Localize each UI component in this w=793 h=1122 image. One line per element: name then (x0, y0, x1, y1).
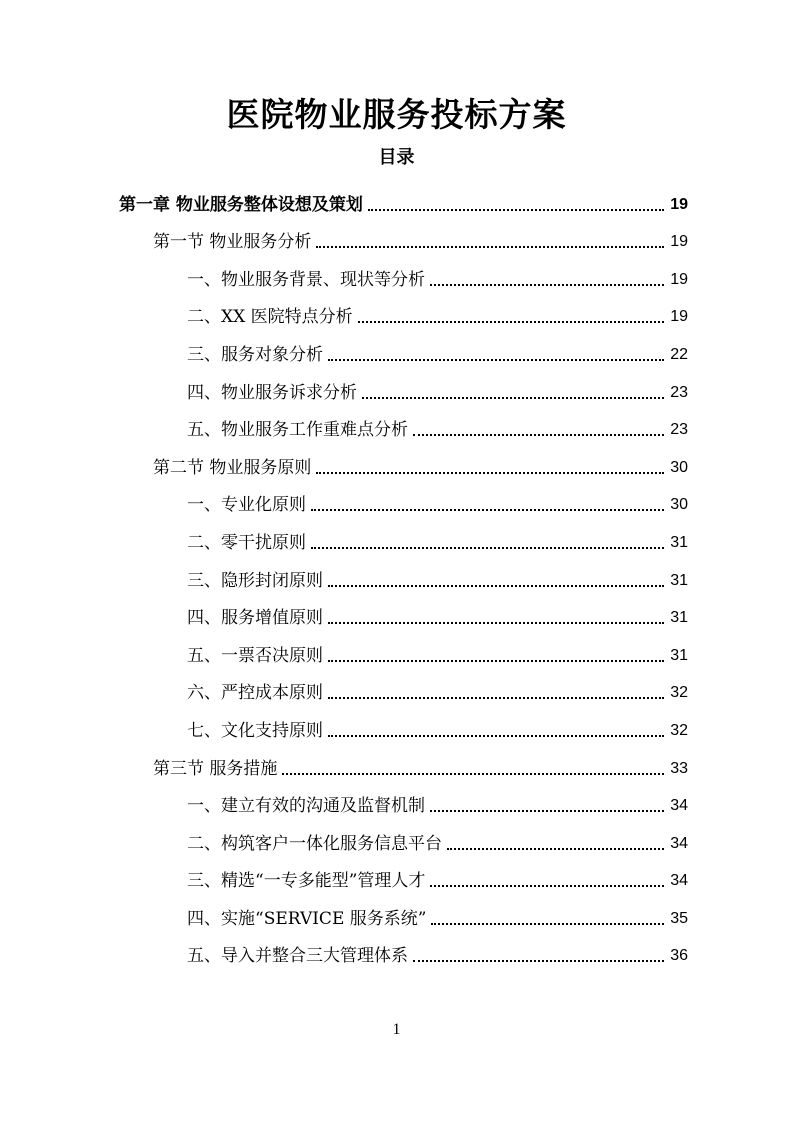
toc-dot-leader (328, 622, 664, 624)
toc-dot-leader (328, 735, 664, 737)
toc-entry-label: 第一节 物业服务分析 (153, 232, 312, 253)
toc-entry-label: 二、零干扰原则 (187, 532, 306, 553)
toc-entry[interactable] (0, 479, 793, 517)
toc-entry-label: 二、构筑客户一体化服务信息平台 (187, 833, 442, 854)
toc-entry[interactable] (0, 516, 793, 554)
toc-entry[interactable] (0, 892, 793, 930)
toc-entry[interactable] (0, 216, 793, 254)
toc-entry[interactable] (0, 328, 793, 366)
toc-entry[interactable] (0, 629, 793, 667)
toc-entry-label: 三、精选“一专多能型”管理人才 (187, 871, 426, 892)
toc-entry[interactable] (0, 291, 793, 329)
toc-entry-label: 三、服务对象分析 (187, 344, 323, 365)
toc-dot-leader (311, 547, 664, 549)
toc-dot-leader (368, 209, 664, 211)
toc-dot-leader (358, 321, 664, 323)
toc-entry-label: 五、导入并整合三大管理体系 (187, 946, 408, 967)
toc-entry-page: 34 (670, 797, 688, 815)
toc-dot-leader (430, 885, 664, 887)
toc-dot-leader (413, 434, 664, 436)
toc-entry-page: 31 (670, 646, 688, 664)
toc-dot-leader (413, 960, 664, 962)
toc-entry[interactable] (0, 780, 793, 818)
toc-entry-page: 23 (670, 421, 688, 439)
toc-dot-leader (447, 848, 664, 850)
toc-dot-leader (282, 773, 664, 775)
toc-entry[interactable] (0, 855, 793, 893)
toc-dot-leader (362, 397, 664, 399)
toc-dot-leader (430, 810, 664, 812)
toc-dot-leader (328, 359, 664, 361)
toc-entry-label: 四、实施“SERVICE 服务系统” (187, 908, 427, 929)
toc-entry-page: 19 (670, 233, 688, 251)
toc-entry-page: 30 (670, 458, 688, 476)
toc-entry[interactable] (0, 930, 793, 968)
toc-entry[interactable] (0, 404, 793, 442)
toc-entry[interactable] (0, 667, 793, 705)
toc-entry-page: 34 (670, 834, 688, 852)
toc-dot-leader (430, 284, 664, 286)
toc-entry-label: 第三节 服务措施 (153, 758, 278, 779)
toc-dot-leader (328, 660, 664, 662)
toc-entry-page: 31 (670, 609, 688, 627)
toc-entry-page: 19 (670, 195, 688, 213)
toc-entry-label: 四、物业服务诉求分析 (187, 382, 357, 403)
toc-entry-page: 23 (670, 383, 688, 401)
toc-entry-page: 36 (670, 947, 688, 965)
toc-entry-label: 一、建立有效的沟通及监督机制 (187, 796, 425, 817)
toc-entry-label: 第二节 物业服务原则 (153, 457, 312, 478)
toc-entry-label: 六、严控成本原则 (187, 683, 323, 704)
toc-entry-page: 31 (670, 571, 688, 589)
toc-entry[interactable] (0, 742, 793, 780)
toc-entry-label: 二、XX 医院特点分析 (187, 307, 353, 328)
toc-entry-page: 19 (670, 270, 688, 288)
toc-entry[interactable] (0, 366, 793, 404)
toc-entry-page: 34 (670, 872, 688, 890)
page-number: 1 (392, 1021, 401, 1038)
toc-entry-page: 19 (670, 308, 688, 326)
toc-dot-leader (431, 923, 664, 925)
toc-entry-label: 四、服务增值原则 (187, 608, 323, 629)
toc-dot-leader (316, 246, 664, 248)
toc-dot-leader (316, 472, 664, 474)
document-title: 医院物业服务投标方案 (226, 95, 567, 134)
toc-entry[interactable] (0, 704, 793, 742)
toc-entry[interactable] (0, 178, 793, 216)
toc-entry-label: 一、物业服务背景、现状等分析 (187, 269, 425, 290)
toc-entry[interactable] (0, 554, 793, 592)
toc-entry-label: 第一章 物业服务整体设想及策划 (119, 194, 363, 215)
toc-entry-page: 32 (670, 721, 688, 739)
toc-entry-page: 31 (670, 533, 688, 551)
toc-dot-leader (311, 509, 664, 511)
toc-entry-page: 30 (670, 496, 688, 514)
toc-entry-page: 32 (670, 684, 688, 702)
toc-entry[interactable] (0, 441, 793, 479)
toc-entry-page: 22 (670, 345, 688, 363)
table-of-contents (0, 178, 793, 967)
toc-entry-page: 33 (670, 759, 688, 777)
toc-entry[interactable] (0, 592, 793, 630)
toc-entry[interactable] (0, 253, 793, 291)
toc-entry-label: 一、专业化原则 (187, 495, 306, 516)
toc-entry-label: 五、物业服务工作重难点分析 (187, 420, 408, 441)
toc-entry-label: 七、文化支持原则 (187, 720, 323, 741)
toc-entry[interactable] (0, 817, 793, 855)
toc-dot-leader (328, 585, 664, 587)
toc-entry-label: 三、隐形封闭原则 (187, 570, 323, 591)
toc-dot-leader (328, 697, 664, 699)
toc-entry-page: 35 (670, 909, 688, 927)
toc-heading: 目录 (378, 147, 415, 168)
toc-entry-label: 五、一票否决原则 (187, 645, 323, 666)
